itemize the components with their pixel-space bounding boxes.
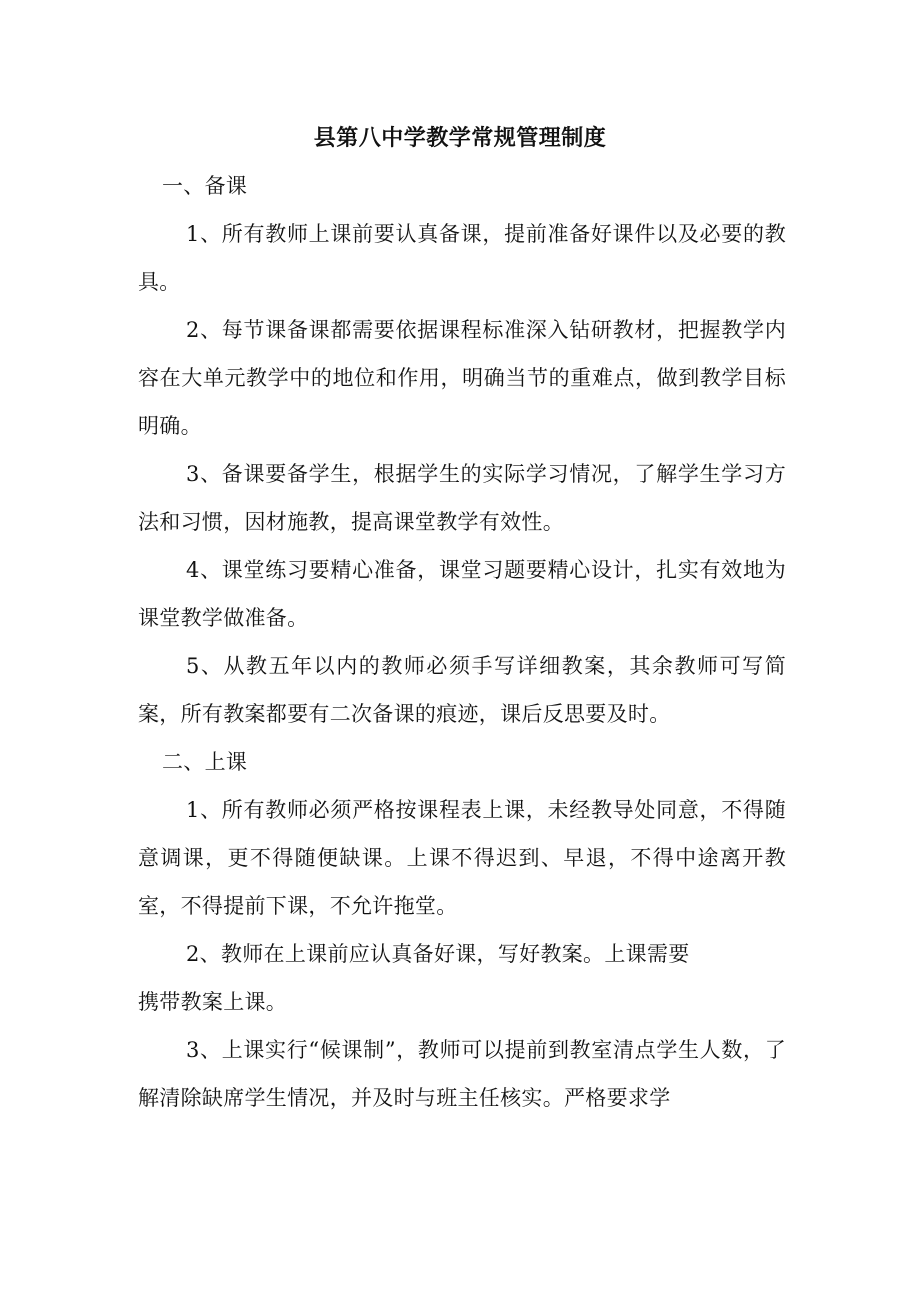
section-heading-teaching: 二、上课 [162, 750, 248, 774]
paragraph: 4、课堂练习要精心准备，课堂习题要精心设计，扎实有效地为课堂教学做准备。 [138, 558, 786, 630]
section-heading-preparation: 一、备课 [162, 174, 248, 198]
paragraph-continuation: 携带教案上课。 [138, 990, 288, 1014]
paragraph: 3、备课要备学生，根据学生的实际学习情况，了解学生学习方法和习惯，因材施教，提高课堂教学有效性。 [138, 462, 786, 534]
paragraph: 5、从教五年以内的教师必须手写详细教案，其余教师可写简案，所有教案都要有二次备课的痕迹，课后反思要及时。 [138, 654, 786, 726]
paragraph: 1、所有教师必须严格按课程表上课，未经教导处同意，不得随意调课，更不得随便缺课。上课不得迟到、早退，不得中途离开教室，不得提前下课，不允许拖堂。 [138, 798, 786, 918]
paragraph: 2、每节课备课都需要依据课程标准深入钻研教材，把握教学内容在大单元教学中的地位和作用，明确当节的重难点，做到教学目标明确。 [138, 318, 786, 438]
paragraph: 2、教师在上课前应认真备好课，写好教案。上课需要 [186, 942, 690, 966]
document-title: 县第八中学教学常规管理制度 [313, 125, 607, 151]
paragraph: 3、上课实行“候课制”，教师可以提前到教室清点学生人数，了解清除缺席学生情况，并及时与班主任核实。严格要求学 [138, 1038, 786, 1110]
document-body [138, 162, 786, 1122]
paragraph: 1、所有教师上课前要认真备课，提前准备好课件以及必要的教具。 [138, 222, 786, 294]
